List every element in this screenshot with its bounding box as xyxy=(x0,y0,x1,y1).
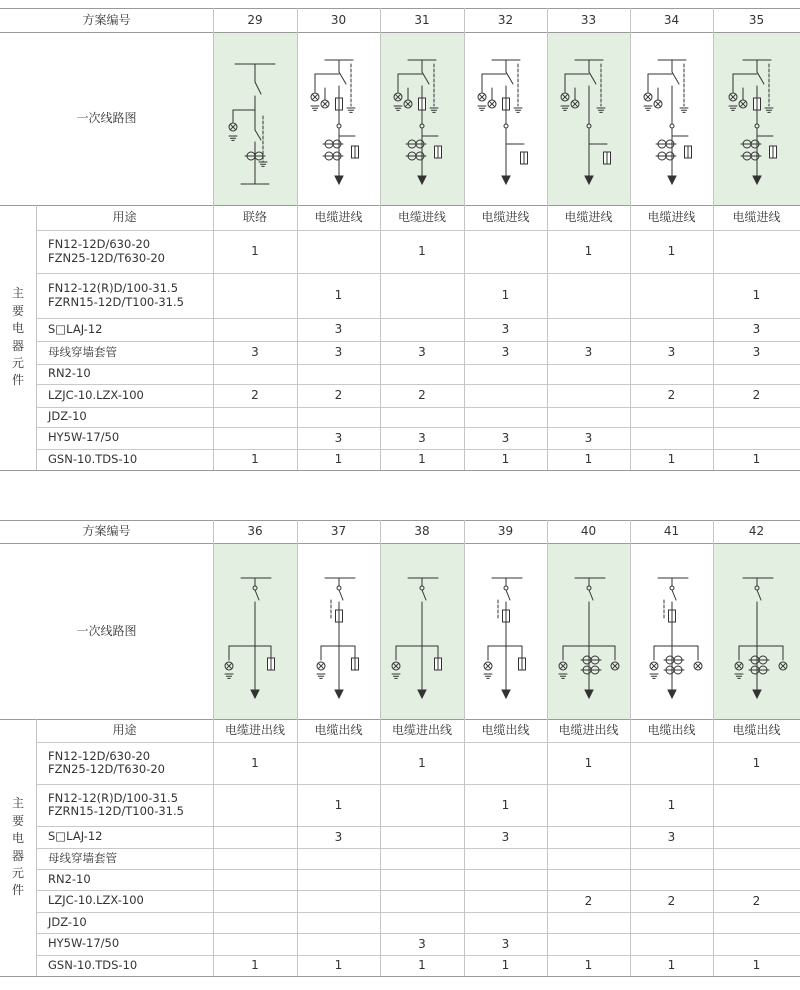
scheme-number: 38 xyxy=(414,524,430,539)
scheme-number: 37 xyxy=(330,524,347,539)
usage-value: 电缆进出线 xyxy=(224,723,285,738)
component-quantity xyxy=(213,848,297,869)
component-quantity: 3 xyxy=(501,345,510,360)
component-quantity: 3 xyxy=(418,430,426,445)
component-quantity: 3 xyxy=(334,430,343,445)
component-quantity xyxy=(380,869,464,890)
scheme-number: 40 xyxy=(580,524,597,539)
component-quantity xyxy=(380,318,464,341)
component-name xyxy=(48,341,211,364)
component-quantity: 1 xyxy=(501,452,510,467)
component-model: FZN25-12D/T630-20 xyxy=(48,250,165,265)
component-quantity xyxy=(713,230,800,273)
component-quantity xyxy=(297,848,380,869)
side-label-char: 件 xyxy=(11,883,24,898)
components-side-label xyxy=(0,205,36,470)
row-border-12 xyxy=(0,470,800,471)
component-quantity: 3 xyxy=(752,345,761,360)
usage-value: 电缆进线 xyxy=(647,210,696,225)
row-border-12 xyxy=(0,976,800,977)
component-quantity xyxy=(464,742,547,784)
component-quantity: 1 xyxy=(334,452,343,467)
usage-value: 电缆出线 xyxy=(732,723,781,738)
component-quantity: 1 xyxy=(251,958,259,973)
component-quantity xyxy=(713,912,800,933)
component-quantity: 3 xyxy=(584,345,593,360)
component-model: 母线穿墙套管 xyxy=(48,344,117,359)
component-quantity xyxy=(464,848,547,869)
component-quantity: 3 xyxy=(667,829,676,844)
component-name xyxy=(48,890,211,912)
usage-value: 电缆出线 xyxy=(314,723,363,738)
component-quantity xyxy=(713,784,800,826)
component-quantity: 1 xyxy=(501,797,510,812)
component-quantity: 1 xyxy=(334,958,343,973)
component-quantity xyxy=(380,273,464,318)
component-quantity: 2 xyxy=(667,893,676,908)
component-quantity xyxy=(547,273,630,318)
cable-out-load-switch-ct-diagram-icon xyxy=(717,556,797,706)
scheme-number-header: 方案编号 xyxy=(82,12,131,27)
component-model: FZRN15-12D/T100-31.5 xyxy=(48,294,184,309)
component-quantity xyxy=(213,407,297,427)
incoming-cable-load-switch-diagram-icon xyxy=(549,44,629,194)
component-quantity xyxy=(213,933,297,955)
component-model: FZN25-12D/T630-20 xyxy=(48,762,165,776)
component-name xyxy=(48,449,211,470)
component-name xyxy=(48,318,211,341)
component-quantity: 1 xyxy=(418,452,426,467)
component-name xyxy=(48,407,211,427)
component-quantity: 1 xyxy=(584,452,593,467)
usage-value: 电缆进线 xyxy=(397,210,446,225)
component-quantity xyxy=(547,407,630,427)
cable-out-load-switch-fuse-diagram-icon xyxy=(299,556,379,706)
cable-out-load-switch-fuse-ct-diagram-icon xyxy=(632,556,712,706)
component-model: RN2-10 xyxy=(48,366,91,381)
component-quantity xyxy=(464,912,547,933)
component-quantity: 1 xyxy=(667,452,676,467)
component-quantity xyxy=(297,407,380,427)
component-quantity xyxy=(630,273,713,318)
component-quantity: 1 xyxy=(334,797,343,812)
incoming-cable-load-switch-ct-diagram-icon xyxy=(632,44,712,194)
side-label-char: 元 xyxy=(11,865,24,880)
component-quantity xyxy=(213,890,297,912)
usage-value: 电缆进线 xyxy=(564,210,613,225)
component-quantity xyxy=(630,427,713,449)
component-quantity xyxy=(547,384,630,407)
component-name xyxy=(48,912,211,933)
component-quantity xyxy=(213,318,297,341)
component-name xyxy=(48,273,211,318)
component-quantity xyxy=(713,826,800,848)
usage-row-label: 用途 xyxy=(112,722,137,737)
side-label-char: 主 xyxy=(11,796,24,811)
incoming-cable-load-switch-fuse-ct-diagram-icon xyxy=(382,44,462,194)
component-model: JDZ-10 xyxy=(48,409,87,424)
scheme-number: 42 xyxy=(748,524,765,539)
side-label-char: 元 xyxy=(11,355,24,370)
component-quantity xyxy=(547,848,630,869)
scheme-number: 30 xyxy=(330,12,347,27)
component-quantity xyxy=(713,407,800,427)
side-label-char: 要 xyxy=(11,813,24,828)
component-quantity xyxy=(630,407,713,427)
side-label-char: 要 xyxy=(11,303,24,318)
component-quantity xyxy=(464,384,547,407)
component-quantity xyxy=(297,742,380,784)
component-quantity: 2 xyxy=(418,388,426,403)
component-quantity: 1 xyxy=(667,244,676,259)
component-quantity xyxy=(464,230,547,273)
component-model: FN12-12D/630-20 xyxy=(48,237,151,252)
component-name xyxy=(48,848,211,869)
component-quantity xyxy=(297,933,380,955)
component-quantity xyxy=(630,912,713,933)
component-quantity: 3 xyxy=(251,345,259,360)
usage-value: 电缆进出线 xyxy=(558,723,619,738)
incoming-cable-load-switch-fuse-ct-diagram-icon xyxy=(299,44,379,194)
component-quantity: 2 xyxy=(752,388,761,403)
component-quantity: 1 xyxy=(752,288,761,303)
component-quantity: 1 xyxy=(418,244,426,259)
component-quantity: 3 xyxy=(667,345,676,360)
component-quantity: 1 xyxy=(418,755,426,770)
component-name xyxy=(48,384,211,407)
component-quantity: 3 xyxy=(501,936,510,951)
component-quantity: 1 xyxy=(667,958,676,973)
component-quantity xyxy=(213,364,297,384)
component-quantity xyxy=(630,318,713,341)
scheme-number: 39 xyxy=(497,524,514,539)
scheme-number-header: 方案编号 xyxy=(82,524,131,539)
usage-row-label: 用途 xyxy=(112,209,137,224)
usage-value: 电缆进出线 xyxy=(391,723,452,738)
component-name xyxy=(48,364,211,384)
side-label-char: 件 xyxy=(11,373,24,388)
component-quantity xyxy=(213,427,297,449)
component-quantity xyxy=(630,848,713,869)
component-quantity xyxy=(297,869,380,890)
scheme-number: 31 xyxy=(414,12,430,27)
component-quantity xyxy=(547,869,630,890)
component-quantity: 1 xyxy=(501,288,510,303)
component-model: FN12-12(R)D/100-31.5 xyxy=(48,790,179,805)
component-model: GSN-10.TDS-10 xyxy=(48,451,138,466)
scheme-number: 36 xyxy=(247,524,263,539)
component-quantity xyxy=(630,869,713,890)
side-label-char: 电 xyxy=(11,321,24,336)
component-quantity xyxy=(547,318,630,341)
component-model: JDZ-10 xyxy=(48,914,87,929)
component-model: HY5W-17/50 xyxy=(48,936,120,951)
component-quantity xyxy=(713,364,800,384)
component-model: HY5W-17/50 xyxy=(48,430,120,445)
component-quantity: 1 xyxy=(667,797,676,812)
side-label-char: 器 xyxy=(11,848,24,863)
component-quantity: 3 xyxy=(752,322,761,337)
component-quantity: 3 xyxy=(334,322,343,337)
scheme-number: 35 xyxy=(748,12,765,27)
usage-value: 电缆进线 xyxy=(481,210,530,225)
side-border xyxy=(36,205,37,470)
side-label-char: 器 xyxy=(11,338,24,353)
component-quantity: 3 xyxy=(418,345,426,360)
diagram-row-label: 一次线路图 xyxy=(76,623,137,638)
component-quantity: 2 xyxy=(752,893,761,908)
component-model: FZRN15-12D/T100-31.5 xyxy=(48,804,184,818)
component-quantity: 2 xyxy=(667,388,676,403)
component-name xyxy=(48,933,211,955)
component-quantity xyxy=(297,912,380,933)
component-quantity xyxy=(380,826,464,848)
component-name xyxy=(48,826,211,848)
components-side-label xyxy=(0,719,36,976)
component-quantity: 3 xyxy=(501,430,510,445)
component-quantity xyxy=(297,364,380,384)
scheme-number: 34 xyxy=(663,12,680,27)
component-quantity xyxy=(464,364,547,384)
component-quantity: 3 xyxy=(501,322,510,337)
component-quantity: 1 xyxy=(584,244,593,259)
component-model: 母线穿墙套管 xyxy=(48,850,117,865)
component-name xyxy=(48,869,211,890)
component-quantity: 1 xyxy=(251,755,259,770)
component-model: FN12-12D/630-20 xyxy=(48,748,151,763)
component-quantity xyxy=(213,784,297,826)
component-quantity: 1 xyxy=(584,755,593,770)
component-quantity: 1 xyxy=(251,452,259,467)
component-quantity xyxy=(547,784,630,826)
component-name xyxy=(48,427,211,449)
component-quantity: 1 xyxy=(584,958,593,973)
component-quantity xyxy=(713,848,800,869)
component-quantity xyxy=(713,869,800,890)
component-quantity: 1 xyxy=(501,958,510,973)
incoming-cable-load-switch-fuse-ct-diagram-icon xyxy=(717,44,797,194)
component-quantity: 1 xyxy=(752,452,761,467)
component-quantity xyxy=(297,890,380,912)
component-name xyxy=(48,230,211,273)
side-label-char: 电 xyxy=(11,831,24,846)
component-model: LZJC-10.LZX-100 xyxy=(48,387,144,402)
component-name xyxy=(48,784,211,826)
usage-value: 电缆进线 xyxy=(314,210,363,225)
component-quantity xyxy=(380,848,464,869)
component-quantity: 3 xyxy=(418,936,426,951)
component-quantity: 3 xyxy=(584,430,593,445)
component-quantity: 3 xyxy=(334,345,343,360)
component-model: S□LAJ-12 xyxy=(48,321,103,336)
scheme-number: 33 xyxy=(580,12,597,27)
side-label-char: 主 xyxy=(11,286,24,301)
component-quantity: 1 xyxy=(251,244,259,259)
component-quantity xyxy=(547,912,630,933)
component-quantity: 2 xyxy=(251,388,259,403)
component-quantity xyxy=(464,869,547,890)
component-quantity xyxy=(380,912,464,933)
usage-value: 电缆出线 xyxy=(481,723,530,738)
component-quantity xyxy=(630,364,713,384)
cable-in-out-load-switch-diagram-icon xyxy=(215,556,295,706)
component-model: FN12-12(R)D/100-31.5 xyxy=(48,281,179,296)
usage-value: 电缆进线 xyxy=(732,210,781,225)
component-quantity xyxy=(713,427,800,449)
component-model: S□LAJ-12 xyxy=(48,829,103,844)
component-quantity xyxy=(464,407,547,427)
scheme-number: 29 xyxy=(247,12,263,27)
cable-out-load-switch-fuse-diagram-icon xyxy=(466,556,546,706)
component-quantity xyxy=(547,364,630,384)
tie-bus-switch-diagram-icon xyxy=(215,44,295,194)
component-name xyxy=(48,742,211,784)
scheme-number: 32 xyxy=(497,12,514,27)
component-quantity xyxy=(547,826,630,848)
component-quantity: 3 xyxy=(334,829,343,844)
component-quantity xyxy=(713,933,800,955)
usage-value: 电缆出线 xyxy=(647,723,696,738)
component-quantity xyxy=(464,890,547,912)
component-model: GSN-10.TDS-10 xyxy=(48,957,138,972)
component-quantity xyxy=(297,230,380,273)
component-quantity: 2 xyxy=(334,388,343,403)
component-quantity: 2 xyxy=(584,893,593,908)
component-model: RN2-10 xyxy=(48,871,91,886)
component-name xyxy=(48,955,211,976)
diagram-row-label: 一次线路图 xyxy=(76,111,137,126)
component-quantity xyxy=(380,407,464,427)
incoming-cable-load-switch-fuse-diagram-icon xyxy=(466,44,546,194)
component-quantity xyxy=(547,933,630,955)
component-quantity xyxy=(213,869,297,890)
component-quantity: 1 xyxy=(752,755,761,770)
component-quantity xyxy=(213,912,297,933)
cable-in-out-load-switch-diagram-icon xyxy=(382,556,462,706)
component-quantity: 3 xyxy=(501,829,510,844)
component-model: LZJC-10.LZX-100 xyxy=(48,893,144,908)
component-quantity: 1 xyxy=(752,958,761,973)
component-quantity xyxy=(630,742,713,784)
component-quantity xyxy=(380,784,464,826)
component-quantity xyxy=(380,890,464,912)
component-quantity: 1 xyxy=(418,958,426,973)
cable-in-out-load-switch-ct-diagram-icon xyxy=(549,556,629,706)
usage-value: 联络 xyxy=(242,210,267,225)
side-border xyxy=(36,719,37,976)
scheme-number: 41 xyxy=(663,524,680,539)
component-quantity: 1 xyxy=(334,288,343,303)
component-quantity xyxy=(213,273,297,318)
component-quantity xyxy=(213,826,297,848)
component-quantity xyxy=(380,364,464,384)
component-quantity xyxy=(630,933,713,955)
